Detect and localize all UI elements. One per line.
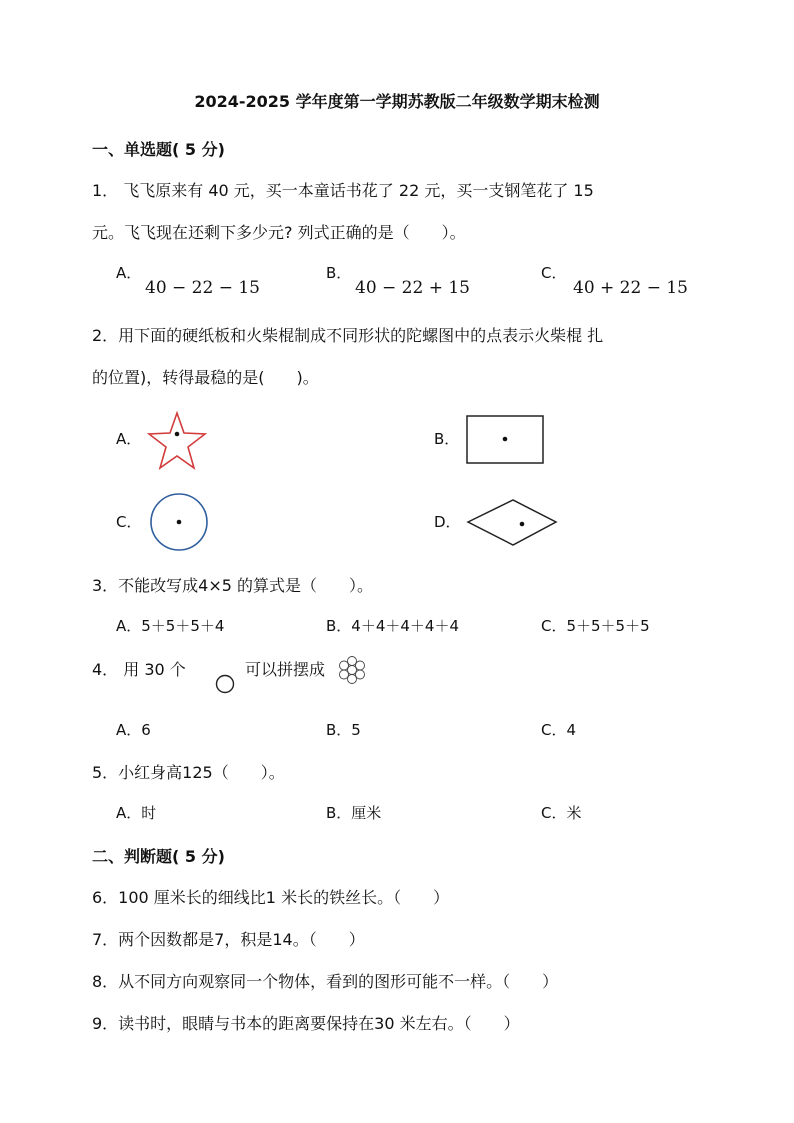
q4-option-a: A．6 — [116, 721, 151, 739]
circle-shape-figure — [146, 490, 212, 556]
q2-option-d-label: D． — [434, 513, 461, 531]
question-7-text: 7．两个因数都是7，积是14。（ ） — [92, 930, 365, 949]
question-2-line-1: 2．用下面的硬纸板和火柴棍制成不同形状的陀螺图中的点表示火柴棍 扎 — [92, 326, 604, 345]
q1-option-c-expression: 40 + 22 − 15 — [573, 278, 688, 298]
q1-option-a-label: A． — [116, 264, 142, 282]
page-title: 2024-2025 学年度第一学期苏教版二年级数学期末检测 — [194, 92, 600, 111]
rhombus-outline — [468, 500, 556, 545]
star-outline — [149, 413, 205, 468]
q1-option-b-label: B． — [326, 264, 352, 282]
question-4-text-before: 4． 用 30 个 — [92, 660, 186, 679]
q3-option-c: C．5＋5＋5＋5 — [541, 617, 650, 635]
q4-option-c: C．4 — [541, 721, 577, 739]
q1-option-b-expression: 40 − 22 + 15 — [355, 278, 470, 298]
q5-option-c: C．米 — [541, 804, 582, 822]
q3-option-b: B．4＋4＋4＋4＋4 — [326, 617, 460, 635]
question-6-text: 6．100 厘米长的细线比1 米长的铁丝长。（ ） — [92, 888, 450, 907]
q2-option-b-label: B． — [434, 430, 460, 448]
question-4-text-after: 可以拼摆成 — [245, 660, 326, 679]
section-heading-judgment: 二、判断题( 5 分) — [92, 847, 225, 866]
question-8-text: 8．从不同方向观察同一个物体，看到的图形可能不一样。（ ） — [92, 972, 559, 991]
q1-option-a-expression: 40 − 22 − 15 — [145, 278, 260, 298]
q2-option-c-label: C． — [116, 513, 142, 531]
question-9-text: 9．读书时，眼睛与书本的距离要保持在30 米左右。（ ） — [92, 1014, 520, 1033]
rhombus-shape-figure — [462, 495, 562, 551]
star-center-dot — [175, 432, 180, 437]
circle-center-dot — [177, 520, 182, 525]
question-1-line-1: 1． 飞飞原来有 40 元，买一本童话书花了 22 元，买一支钢笔花了 15 — [92, 181, 594, 200]
q5-option-b: B．厘米 — [326, 804, 382, 822]
question-1-line-2: 元。飞飞现在还剩下多少元? 列式正确的是（ ）。 — [92, 223, 466, 242]
rectangle-center-dot — [503, 437, 508, 442]
question-2-line-2: 的位置)，转得最稳的是( )。 — [92, 368, 319, 387]
q1-option-c-label: C． — [541, 264, 567, 282]
star-shape-figure — [142, 405, 212, 475]
section-heading-single-choice: 一、单选题( 5 分) — [92, 140, 225, 159]
q3-option-a: A．5＋5＋5＋4 — [116, 617, 225, 635]
q2-option-a-label: A． — [116, 430, 142, 448]
question-5-text: 5．小红身高125（ ）。 — [92, 763, 285, 782]
circle-flower-icon — [336, 655, 368, 685]
rectangle-shape-figure — [462, 411, 548, 469]
rhombus-dot — [520, 522, 525, 527]
question-3-text: 3．不能改写成4×5 的算式是（ ）。 — [92, 576, 374, 595]
small-circle-icon — [214, 673, 236, 695]
q4-option-b: B．5 — [326, 721, 361, 739]
q5-option-a: A．时 — [116, 804, 157, 822]
